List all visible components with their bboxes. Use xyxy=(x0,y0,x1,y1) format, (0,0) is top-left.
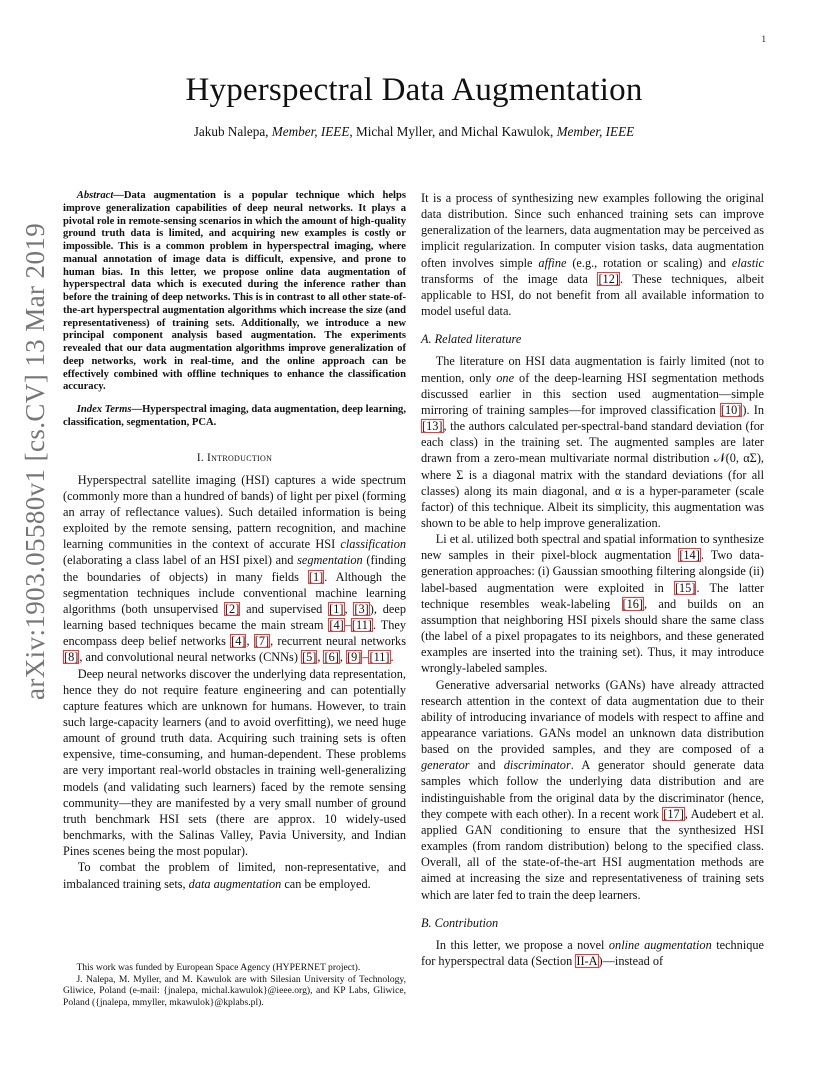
right-column xyxy=(421,190,764,969)
citation-link[interactable]: [5] xyxy=(301,650,317,665)
related-paragraph-3 xyxy=(421,677,764,903)
paragraph-text: . The latter technique resembles weak-labeling xyxy=(421,580,764,611)
emphasis-text: segmentation xyxy=(297,553,363,568)
citation-link[interactable]: [16] xyxy=(622,596,644,611)
paragraph-text: ), deep learning based techniques became the main stream xyxy=(63,601,406,633)
paragraph-text: transforms of the image data xyxy=(421,271,598,286)
intro-paragraph-1 xyxy=(63,472,406,666)
citation-link[interactable]: [14] xyxy=(679,548,700,563)
right-paragraph-0 xyxy=(421,190,764,319)
footnote-funding: This work was funded by European Space Agency (HYPERNET project). xyxy=(76,962,361,973)
intro-paragraph-2: Deep neural networks discover the underlying data representation, hence they do not require feature engineering and can potentially capture features which are unknown for humans. However, to train such large-capacity learners (and to avoid overfitting), we need huge amount of ground truth data. Acquiring such training sets is often expensive, time-consuming, and human-dependent. These problems are very important real-world obstacles in training well-generalizing models (and validating such learners) faced by the remote sensing community—they are manifested by a very small number of ground truth benchmark HSI sets (there are approx. 10 widely-used benchmarks, with the Salinas Valley, Pavia University, and Indian Pines scenes being the most popular). xyxy=(63,666,406,859)
paragraph-text: The literature on HSI data augmentation is fairly limited (not to mention, only xyxy=(421,354,764,385)
citation-link[interactable]: [2] xyxy=(224,601,240,616)
citation-link[interactable]: II-A xyxy=(576,954,598,969)
paragraph-text: (elaborating a class label of an HSI pixel) and xyxy=(63,553,298,568)
paragraph-text: Li et al. utilized both spectral and spatial information to synthesize new samples in their pixel-block augmentation xyxy=(421,532,764,563)
paragraph-text: Generative adversarial networks (GANs) have already attracted research attention in the context of data augmentation due to their ability of introducing invariance of models with respect to affine and appearance variations. GANs model an unknown data distribution based on the provided samples, and they are composed of a xyxy=(421,677,764,757)
citation-link[interactable]: [3] xyxy=(354,601,369,616)
citation-link[interactable]: [1] xyxy=(329,601,344,616)
paragraph-text: , and builds on an assumption that neighboring HSI pixels should share the same class (the label of a pixel propagates to its neighbors, and these generated examples are inserted into the training set). Thus, it may introduce wrongly-labeled samples. xyxy=(421,596,765,676)
citation-link[interactable]: [6] xyxy=(324,650,339,665)
paragraph-text: of the deep-learning HSI segmentation methods discussed earlier in this section used augmentation—simple mirroring of training samples—for improved classification xyxy=(421,370,764,417)
authors-2-3: , Michal Myller, and Michal Kawulok, xyxy=(349,124,557,139)
index-terms-label: Index Terms xyxy=(76,404,132,415)
paragraph-text: . xyxy=(390,650,394,665)
emphasis-text: elastic xyxy=(731,255,765,270)
arxiv-identifier: arXiv:1903.05580v1 [cs.CV] 13 Mar 2019 xyxy=(20,222,50,700)
paragraph-text: . They encompass deep belief networks xyxy=(63,618,406,649)
paragraph-text: , xyxy=(344,601,354,616)
paragraph-text: It is a process of synthesizing new examples following the original data distribution. Since such enhanced training sets can improve generalization of the learners, data augmentation may be perceived as implicit regularization. In computer vision tasks, data augmentation often involves simple xyxy=(421,191,764,270)
paragraph-text: ). In xyxy=(742,402,764,417)
citation-link[interactable]: [8] xyxy=(64,650,79,665)
paragraph-text: , xyxy=(317,650,324,665)
intro-paragraph-3 xyxy=(63,859,406,891)
contribution-paragraph-1 xyxy=(421,937,764,969)
paragraph-text: . A generator should generate data samples which follow the underlying data distribution and are indistinguishable from the original data by the discriminator (hence, they compete with each other). In a recent work xyxy=(421,758,764,821)
abstract-label: Abstract xyxy=(76,190,114,201)
paragraph-text: (finding the boundaries of objects) in many fields xyxy=(63,553,406,584)
emphasis-text: discriminator xyxy=(503,758,571,773)
paragraph-text: , the authors calculated per-spectral-band standard deviation (for each class) in the training set. The augmented samples are later drawn from a zero-mean multivariate normal distribution 𝒩(0, αΣ), where Σ is a diagonal matrix with the standard deviations (for all classes) along its main diagonal, and α is a hyper-parameter (scale factor) of this technique. Albeit its simplicity, this augmentation was shown to be able to help improve generalization. xyxy=(421,419,764,530)
emphasis-text: online augmentation xyxy=(608,937,712,952)
paragraph-text: )—instead of xyxy=(598,954,664,969)
citation-link[interactable]: [13] xyxy=(422,419,443,434)
paragraph-text: – xyxy=(362,650,369,665)
section-heading-introduction: I. Introduction xyxy=(196,451,273,464)
citation-link[interactable]: [1] xyxy=(308,569,324,584)
paragraph-text: , xyxy=(246,634,254,649)
related-paragraph-1 xyxy=(421,353,764,531)
emphasis-text: affine xyxy=(538,255,567,270)
paragraph-text: Hyperspectral satellite imaging (HSI) captures a wide spectrum (commonly more than a hundred of bands) of light per pixel (forming an array of reflectance values). Such detailed information is being exploited by the remote sensing, pattern recognition, and machine learning communities in the context of accurate HSI xyxy=(63,472,406,552)
paper-title: Hyperspectral Data Augmentation xyxy=(185,72,643,108)
paragraph-text: , and convolutional neural networks (CNNs) xyxy=(79,650,301,665)
paragraph-text: and xyxy=(469,758,504,773)
citation-link[interactable]: [4] xyxy=(329,618,344,633)
paragraph-text: . Although the segmentation techniques include conventional machine learning algorithms (both unsupervised xyxy=(63,569,406,616)
paragraph-text: , Audebert et al. applied GAN conditioning to ensure that the synthesized HSI examples (from random distribution) belong to the specified class. Overall, all of the state-of-the-art HSI augmentation methods are aimed at increasing the size and representativeness of training sets which are later fed to train the deep learners. xyxy=(421,806,764,902)
emphasis-text: classification xyxy=(340,537,406,552)
citation-link[interactable]: [17] xyxy=(663,806,684,821)
intro-p3-text: To combat the problem of limited, non-representative, and imbalanced training sets, xyxy=(63,860,406,891)
subsection-contribution: B. Contribution xyxy=(421,915,499,930)
paragraph-text: and supervised xyxy=(240,601,329,616)
paragraph-text: (e.g., rotation or scaling) and xyxy=(566,255,732,270)
author-1: Jakub Nalepa, xyxy=(193,124,272,139)
subsection-related-literature: A. Related literature xyxy=(421,332,522,347)
abstract-text: —Data augmentation is a popular technique which helps improve generalization capabilities of deep neural networks. It plays a pivotal role in remote-sensing scenarios in which the amount of high-quality ground truth data is limited, and acquiring new examples is costly or impossible. This is a common problem in hyperspectral imaging, where manual annotation of image data is difficult, expensive, and prone to human bias. In this letter, we propose online data augmentation of hyperspectral data which is executed during the inference rather than before the training of deep networks. This is in contrast to all other state-of-the-art hyperspectral augmentation algorithms which increase the size (and representativeness) of training sets. Additionally, we introduce a new principal component analysis based augmentation. The experiments revealed that our data augmentation algorithms improve generalization of deep networks, work in real-time, and the online approach can be effectively combined with offline techniques to enhance the classification accuracy. xyxy=(63,190,406,393)
citation-link[interactable]: [4] xyxy=(231,634,246,649)
related-paragraph-2 xyxy=(421,531,764,676)
citation-link[interactable]: [12] xyxy=(598,271,619,286)
paragraph-text: . These techniques, albeit applicable to HSI, do not benefit from all available information to model useful data. xyxy=(421,271,764,319)
citation-link[interactable]: [11] xyxy=(369,650,390,665)
intro-p3-tail: can be employed. xyxy=(281,876,371,891)
index-terms-text: —Hyperspectral imaging, data augmentation, deep learning, classification, segmentation, PCA. xyxy=(63,404,406,428)
author-1-membership: Member, IEEE xyxy=(271,124,350,139)
author-line xyxy=(0,124,828,140)
citation-link[interactable]: [10] xyxy=(720,402,742,417)
page-number: 1 xyxy=(761,34,766,44)
footnote xyxy=(63,962,406,1008)
paragraph-text: – xyxy=(344,618,351,633)
paragraph-text: technique for hyperspectral data (Section xyxy=(421,937,764,969)
emphasis-text: one xyxy=(496,370,515,385)
intro-p3-emphasis: data augmentation xyxy=(188,876,282,891)
citation-link[interactable]: [11] xyxy=(351,618,372,633)
citation-link[interactable]: [9] xyxy=(346,650,362,665)
emphasis-text: generator xyxy=(421,758,470,773)
abstract xyxy=(63,190,406,394)
paragraph-text: , xyxy=(339,650,346,665)
paragraph-text: . Two data-generation approaches: (i) Gaussian smoothing filtering alongside (ii) label-based augmentation were exploited in xyxy=(421,548,764,595)
author-3-membership: Member, IEEE xyxy=(556,124,635,139)
paragraph-text: In this letter, we propose a novel xyxy=(435,937,609,952)
footnote-affiliation: J. Nalepa, M. Myller, and M. Kawulok are with Silesian University of Technology, Gliwice, Poland (e-mail: {jnalepa, michal.kawulok}@ieee.org), and KP Labs, Gliwice, Poland ({jnalepa, mmyller, mkawulok}@kplabs.pl). xyxy=(63,973,406,1008)
index-terms xyxy=(63,404,406,430)
paragraph-text: , recurrent neural networks xyxy=(270,634,406,649)
left-column xyxy=(63,190,406,892)
citation-link[interactable]: [15] xyxy=(674,580,696,595)
citation-link[interactable]: [7] xyxy=(254,634,270,649)
